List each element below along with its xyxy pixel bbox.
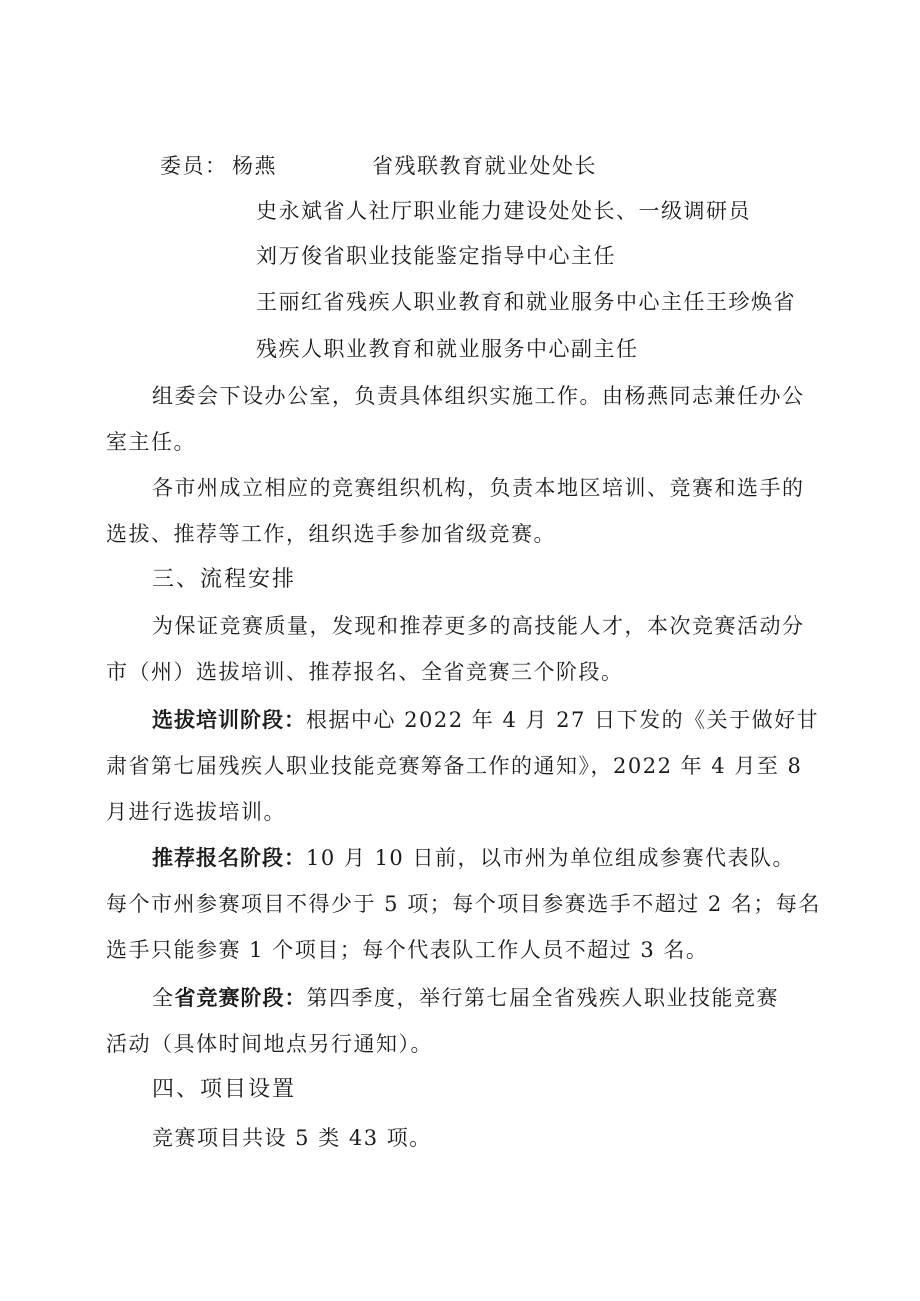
paragraph-line: 各市州成立相应的竞赛组织机构，负责本地区培训、竞赛和选手的 [152, 476, 805, 500]
stage-text: 第四季度，举行第七届全省残疾人职业技能竞赛 [306, 986, 779, 1010]
section-heading: 三、流程安排 [152, 567, 297, 592]
paragraph-line: 室主任。 [106, 430, 196, 454]
member-line: 残疾人职业教育和就业服务中心副主任 [256, 337, 639, 361]
stage-text: 根据中心 2022 年 4 月 27 日下发的《关于做好甘 [306, 708, 820, 732]
member-line: 史永斌省人社厅职业能力建设处处长、一级调研员 [256, 199, 751, 223]
paragraph-line: 月进行选拔培训。 [106, 800, 286, 824]
stage-prefix: 全 [152, 986, 175, 1010]
paragraph-line: 活动（具体时间地点另行通知）。 [106, 1032, 433, 1056]
paragraph-line: 组委会下设办公室，负责具体组织实施工作。由杨燕同志兼任办公 [152, 384, 805, 408]
stage-text: 10 月 10 日前，以市州为单位组成参赛代表队。 [306, 846, 795, 870]
stage-label: 推荐报名阶段： [152, 846, 306, 870]
section-heading: 四、项目设置 [152, 1077, 297, 1102]
member-name: 杨燕 [232, 154, 277, 178]
paragraph-line: 市（州）选拔培训、推荐报名、全省竞赛三个阶段。 [106, 660, 624, 684]
stage-line [152, 842, 795, 874]
paragraph-line: 为保证竞赛质量，发现和推荐更多的高技能人才，本次竞赛活动分 [152, 614, 805, 638]
stage-label: 省竞赛阶段： [174, 986, 307, 1010]
member-title: 省残联教育就业处处长 [372, 154, 597, 178]
member-line: 王丽红省残疾人职业教育和就业服务中心主任王珍焕省 [256, 290, 796, 314]
paragraph-line: 选手只能参赛 1 个项目；每个代表队工作人员不超过 3 名。 [106, 938, 709, 962]
paragraph-line: 肃省第七届残疾人职业技能竞赛筹备工作的通知》，2022 年 4 月至 8 [106, 754, 803, 778]
stage-line [152, 704, 819, 736]
paragraph-line: 竞赛项目共设 5 类 43 项。 [152, 1126, 432, 1150]
stage-label: 选拔培训阶段： [152, 708, 306, 732]
committee-label: 委员： [160, 154, 228, 178]
stage-line [152, 982, 779, 1014]
paragraph-line: 每个市州参赛项目不得少于 5 项；每个项目参赛选手不超过 2 名；每名 [106, 892, 821, 916]
member-line: 刘万俊省职业技能鉴定指导中心主任 [256, 244, 616, 268]
paragraph-line: 选拔、推荐等工作，组织选手参加省级竞赛。 [106, 522, 556, 546]
